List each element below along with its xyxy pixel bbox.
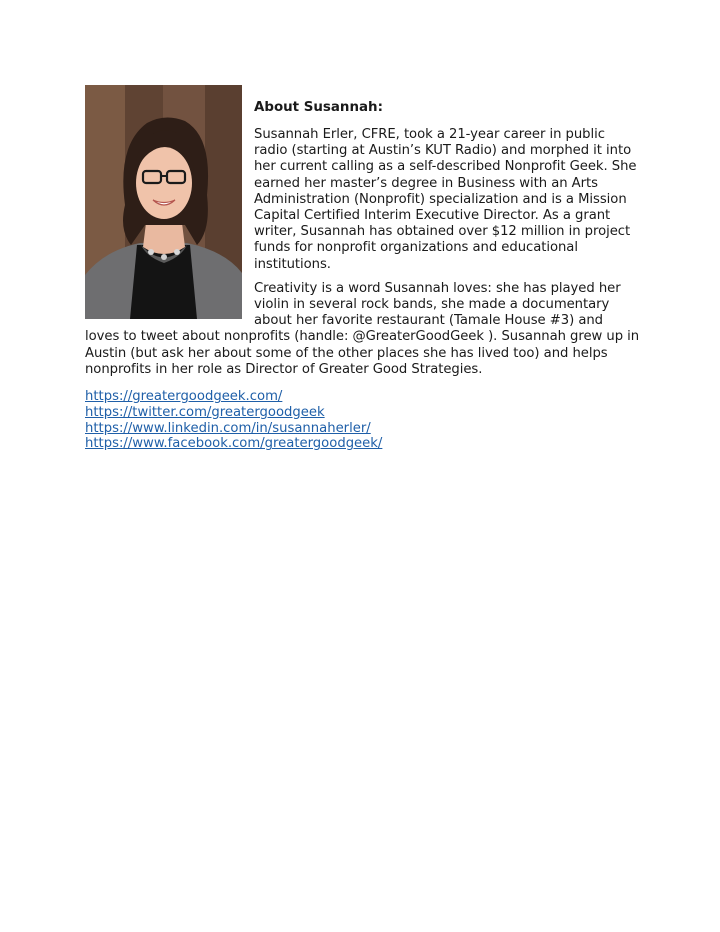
website-link[interactable]: https://greatergoodgeek.com/ xyxy=(85,389,283,405)
headshot-photo xyxy=(85,85,242,319)
bio-paragraph-career: Susannah Erler, CFRE, took a 21-year career in public radio (starting at Austin’s KUT Radio) and morphed it into her current calling as a self-described Nonprofit Geek. She earned her master’s degree in Business with an Arts Administration (Nonprofit) specialization and is a Mission Capital Certified Interim Executive Director. As a grant writer, Susannah has obtained over $12 million in project funds for nonprofit organizations and educational institutions. xyxy=(254,127,637,272)
twitter-link[interactable]: https://twitter.com/greatergoodgeek xyxy=(85,404,325,420)
bio-paragraph-creativity: Creativity is a word Susannah loves: she has played her violin in several rock bands, she made a documentary about her favorite restaurant (Tamale House #3) and loves to tweet about nonprofits (handle: @GreaterGoodGeek ). Susannah grew up in Austin (but ask her about some of the other places she has lived too) and helps nonprofits in her role as Director of Greater Good Strategies. xyxy=(85,280,640,377)
bio-heading: About Susannah: xyxy=(254,100,383,115)
facebook-link[interactable]: https://www.facebook.com/greatergoodgeek/ xyxy=(85,436,383,452)
linkedin-link[interactable]: https://www.linkedin.com/in/susannaherler/ xyxy=(85,420,371,436)
portrait-illustration xyxy=(85,85,242,319)
bio-document xyxy=(85,85,641,452)
social-links xyxy=(85,389,641,452)
